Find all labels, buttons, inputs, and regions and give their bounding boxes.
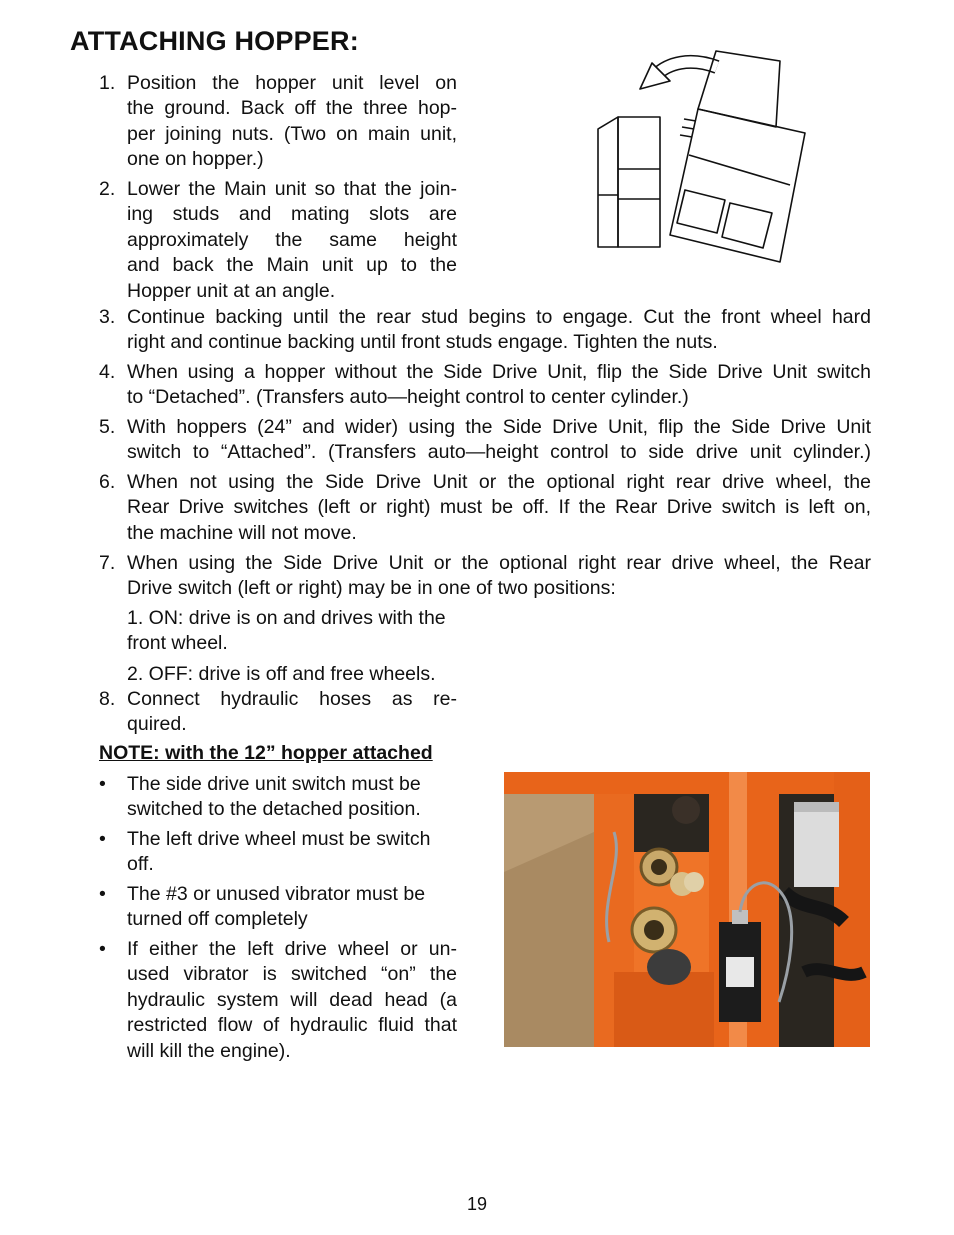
step-line: the machine will not move.	[127, 521, 357, 544]
bullet-line: turned off completely	[127, 908, 308, 931]
bullet-line: switched to the detached position.	[127, 798, 421, 821]
page-title: ATTACHING HOPPER:	[70, 26, 359, 56]
step-line: the ground. Back off the three hop-	[127, 97, 457, 120]
main-unit-outline	[598, 117, 618, 247]
step-line: and back the Main unit up to the	[127, 254, 457, 277]
hydraulic-coupler-photo	[504, 772, 870, 1047]
substep-on	[127, 606, 487, 657]
main-unit-body	[618, 117, 660, 247]
step-number: 8.	[99, 688, 116, 710]
step-line: With hoppers (24” and wider) using the Side Drive Unit, flip the Side Drive Unit	[127, 416, 871, 438]
step-number: 2.	[99, 178, 116, 200]
bullet-line: hydraulic system will dead head (a	[127, 988, 457, 1011]
bullet-line: The side drive unit switch must be	[127, 773, 421, 795]
step-line: Rear Drive switches (left or right) must be off. If the Rear Drive switch is left on,	[127, 496, 871, 519]
step-line: per joining nuts. (Two on main unit,	[127, 122, 457, 145]
bullet-line: off.	[127, 853, 154, 876]
step-line: approximately the same height	[127, 228, 457, 251]
page-number: 19	[466, 1194, 488, 1214]
step-line: When not using the Side Drive Unit or the optional right rear drive wheel, the	[127, 471, 871, 493]
step-line: Drive switch (left or right) may be in one of two positions:	[127, 577, 616, 600]
hopper-body	[670, 109, 805, 262]
bullet-line: restricted flow of hydraulic fluid that	[127, 1014, 457, 1037]
step-line: right and continue backing until front studs engage. Tighten the nuts.	[127, 331, 718, 354]
bullet-symbol: •	[99, 828, 106, 850]
step-number: 1.	[99, 72, 116, 94]
step-number: 5.	[99, 416, 116, 438]
substep-line: 2. OFF: drive is off and free wheels.	[127, 663, 436, 685]
step-line: one on hopper.)	[127, 148, 264, 171]
step-line: When using a hopper without the Side Drive Unit, flip the Side Drive Unit switch	[127, 361, 871, 383]
step-line: ing studs and mating slots are	[127, 203, 457, 226]
step-line: Continue backing until the rear stud begins to engage. Cut the front wheel hard	[127, 306, 871, 328]
step-line: Connect hydraulic hoses as re-	[127, 688, 457, 710]
step-number: 4.	[99, 361, 116, 383]
step-line: Hopper unit at an angle.	[127, 279, 336, 302]
substep-off	[127, 662, 487, 687]
step-line: quired.	[127, 713, 187, 736]
step-number: 3.	[99, 306, 116, 328]
step-number: 6.	[99, 471, 116, 493]
step-line: Position the hopper unit level on	[127, 72, 457, 94]
step-line: switch to “Attached”. (Transfers auto—height control to side drive unit cylinder.)	[127, 441, 871, 464]
bullet-symbol: •	[99, 938, 106, 960]
step-line: When using the Side Drive Unit or the optional right rear drive wheel, the Rear	[127, 552, 871, 574]
bullet-line: The #3 or unused vibrator must be	[127, 883, 426, 905]
hopper-attachment-diagram	[590, 45, 820, 270]
bullet-line: The left drive wheel must be switch	[127, 828, 431, 850]
substep-line: front wheel.	[127, 632, 228, 655]
bullet-line: used vibrator is switched “on” the	[127, 963, 457, 986]
bullet-symbol: •	[99, 773, 106, 795]
step-line: Lower the Main unit so that the join-	[127, 178, 457, 200]
substep-line: 1. ON: drive is on and drives with the	[127, 607, 446, 629]
bullet-line: If either the left drive wheel or un-	[127, 938, 457, 960]
note-heading: NOTE: with the 12” hopper attached	[99, 742, 433, 764]
step-number: 7.	[99, 552, 116, 574]
step-line: to “Detached”. (Transfers auto—height control to center cylinder.)	[127, 386, 689, 409]
bullet-symbol: •	[99, 883, 106, 905]
bullet-line: will kill the engine).	[127, 1039, 291, 1062]
